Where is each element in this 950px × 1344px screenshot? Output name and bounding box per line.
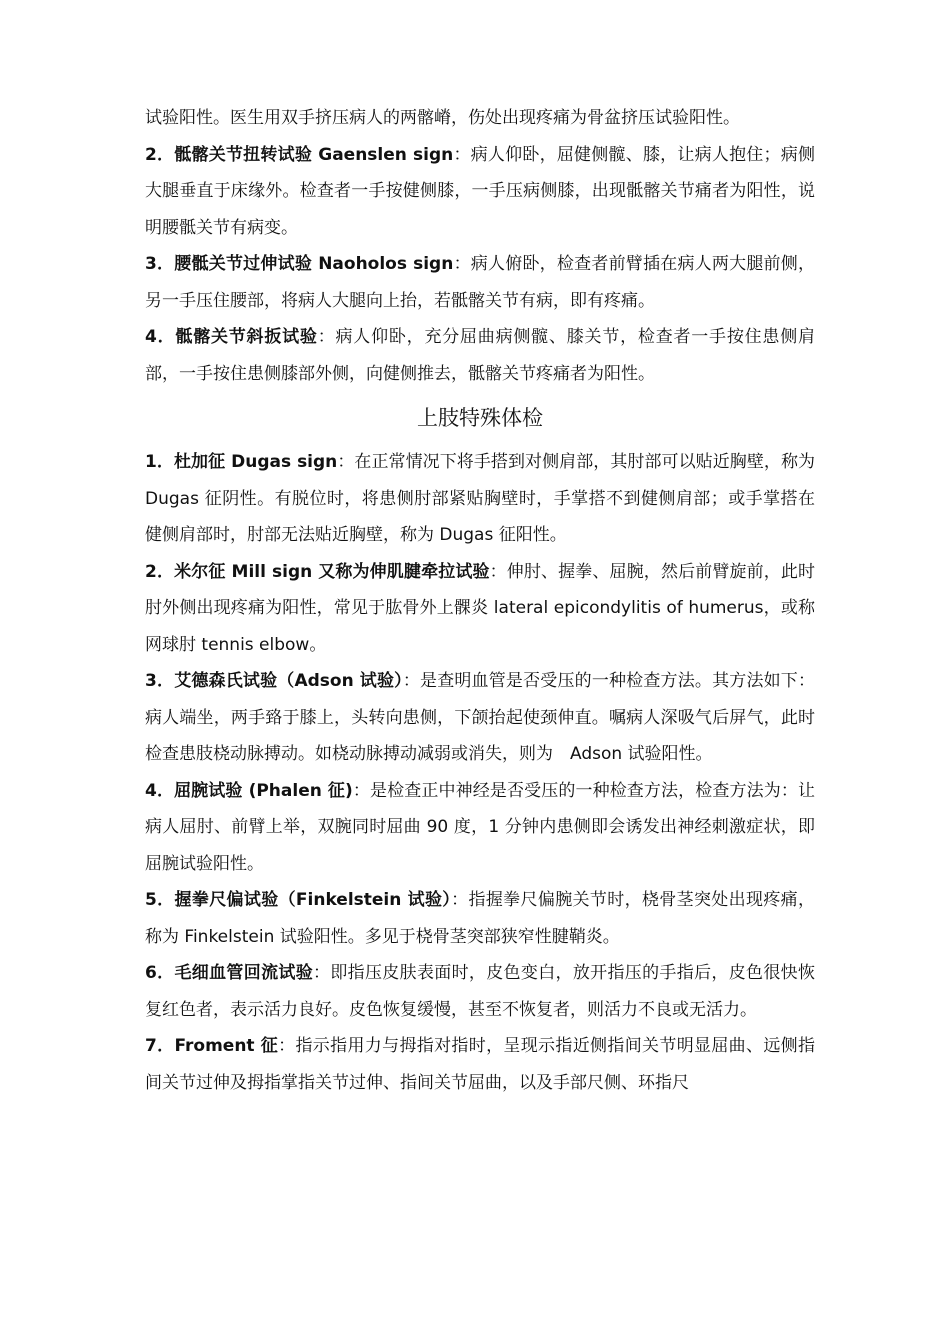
paragraph-lead: 1．杜加征 Dugas sign: [145, 452, 338, 472]
paragraph-text: ：是检查正中神经是否受压的一种检查方法，检查方法为：让病人屈肘、前臂上举，双腕同时屈曲 90 度，1 分钟内患侧即会诱发出神经刺激症状，即屈腕试验阳性。: [145, 780, 816, 874]
paragraph-text: ：即指压皮肤表面时，皮色变白，放开指压的手指后，皮色很快恢复红色者，表示活力良好。皮色恢复缓慢，甚至不恢复者，则活力不良或无活力。: [145, 963, 815, 1020]
paragraph-lead: 4．骶髂关节斜扳试验: [145, 327, 318, 347]
paragraph-finkelstein-test: [145, 882, 815, 955]
paragraph-lead: 4．屈腕试验 (Phalen 征): [145, 780, 353, 801]
paragraph-pelvic-compression: [145, 100, 815, 137]
paragraph-adson-test: [145, 663, 815, 773]
document-page: [145, 100, 815, 1101]
paragraph-text: ：病人仰卧，屈健侧髋、膝，让病人抱住；病侧大腿垂直于床缘外。检查者一手按健侧膝，一手压病侧膝，出现骶髂关节痛者为阳性，说明腰骶关节有病变。: [145, 144, 815, 238]
paragraph-lead: 5．握拳尺偏试验（Finkelstein 试验）: [145, 890, 452, 910]
paragraph-phalen-test: [145, 773, 815, 883]
paragraph-lead: 6．毛细血管回流试验: [145, 963, 314, 983]
paragraph-capillary-refill-test: [145, 955, 815, 1028]
paragraph-lead: 2．米尔征 Mill sign 又称为伸肌腱牵拉试验: [145, 561, 490, 582]
paragraph-lead: 3．艾德森氏试验（Adson 试验）: [145, 671, 403, 691]
paragraph-text: ：病人俯卧，检查者前臂插在病人两大腿前侧，另一手压住腰部，将病人大腿向上抬，若骶髂关节有病，即有疼痛。: [145, 254, 816, 311]
section-title: 上肢特殊体检: [417, 406, 543, 430]
paragraph-gaenslen-sign: [145, 137, 815, 247]
paragraph-text: ：伸肘、握拳、屈腕，然后前臂旋前，此时肘外侧出现疼痛为阳性，常见于肱骨外上髁炎 lateral epicondylitis of humerus，或称网球肘 tennis elbow。: [145, 561, 816, 655]
paragraph-naoholos-sign: [145, 246, 815, 319]
paragraph-text: ：在正常情况下将手搭到对侧肩部，其肘部可以贴近胸壁，称为 Dugas 征阴性。有脱位时，将患侧肘部紧贴胸壁时，手掌搭不到健侧肩部；或手掌搭在健侧肩部时，肘部无法贴近胸壁，称为 Dugas 征阳性。: [145, 452, 816, 545]
paragraph-dugas-sign: [145, 444, 815, 554]
paragraph-froment-sign: [145, 1028, 815, 1101]
paragraph-text: ：是查明血管是否受压的一种检查方法。其方法如下：病人端坐，两手臵于膝上，头转向患侧，下颌抬起使颈伸直。嘱病人深吸气后屏气，此时检查患肢桡动脉搏动。如桡动脉搏动减弱或消失，则为 Adson 试验阳性。: [145, 671, 815, 764]
paragraph-text: ：病人仰卧，充分屈曲病侧髋、膝关节，检查者一手按住患侧肩部，一手按住患侧膝部外侧，向健侧推去，骶髂关节疼痛者为阳性。: [145, 327, 815, 384]
paragraph-text: ：指示指用力与拇指对指时，呈现示指近侧指间关节明显屈曲、远侧指间关节过伸及拇指掌指关节过伸、指间关节屈曲，以及手部尺侧、环指尺: [145, 1036, 815, 1093]
paragraph-lead: 2．骶髂关节扭转试验 Gaenslen sign: [145, 144, 454, 165]
paragraph-mill-sign: [145, 554, 815, 664]
paragraph-text: 试验阳性。医生用双手挤压病人的两髂嵴，伤处出现疼痛为骨盆挤压试验阳性。: [145, 108, 740, 128]
paragraph-lead: 7．Froment 征: [145, 1036, 279, 1056]
paragraph-text: ：指握拳尺偏腕关节时，桡骨茎突处出现疼痛，称为 Finkelstein 试验阳性。多见于桡骨茎突部狭窄性腱鞘炎。: [145, 890, 816, 947]
paragraph-sacroiliac-oblique-test: [145, 319, 815, 392]
paragraph-lead: 3．腰骶关节过伸试验 Naoholos sign: [145, 254, 454, 274]
